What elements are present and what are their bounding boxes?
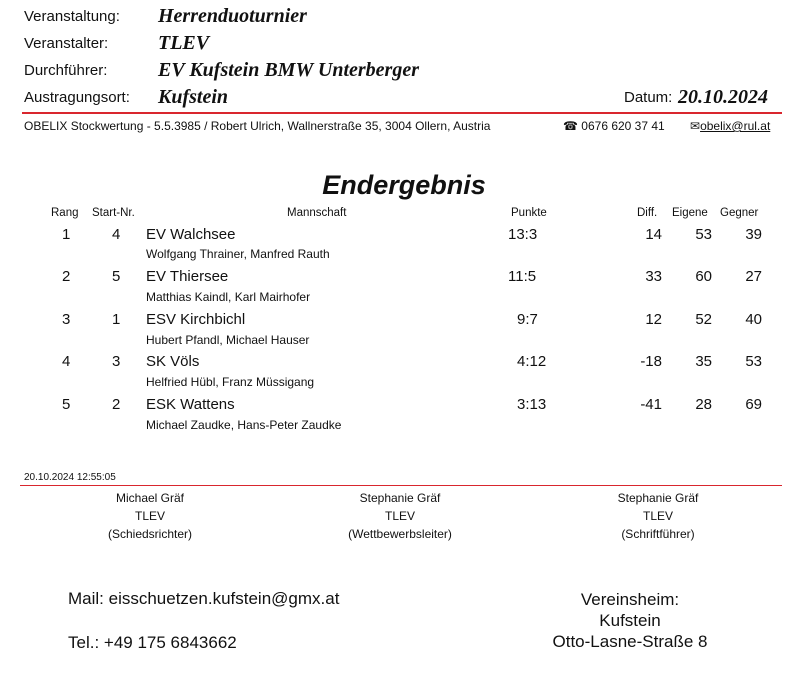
footer-divider xyxy=(20,485,782,486)
footer-mail: Mail: eisschuetzen.kufstein@gmx.at xyxy=(68,589,340,608)
signature-name: Michael Gräf xyxy=(115,491,185,505)
cell-diff: 12 xyxy=(645,311,662,328)
signature-org: TLEV xyxy=(384,509,415,523)
cell-punkte: 3:13 xyxy=(517,396,547,413)
cell-start: 1 xyxy=(112,311,121,328)
signature-competition-lead xyxy=(300,489,500,543)
col-header-start: Start-Nr. xyxy=(92,207,135,219)
col-header-team: Mannschaft xyxy=(287,207,347,219)
clubhouse-label: Vereinsheim: xyxy=(580,590,680,609)
cell-start: 5 xyxy=(112,268,121,285)
cell-gegner: 39 xyxy=(745,226,762,243)
software-info: OBELIX Stockwertung - 5.5.3985 / Robert Ulrich, Wallnerstraße 35, 3004 Ollern, Austria xyxy=(24,119,491,133)
clubhouse-city: Kufstein xyxy=(599,611,661,630)
cell-diff: -18 xyxy=(640,353,662,370)
cell-eigene: 35 xyxy=(695,353,712,370)
signature-name: Stephanie Gräf xyxy=(617,491,699,505)
cell-eigene: 60 xyxy=(695,268,712,285)
phone-icon: ☎ xyxy=(563,119,578,133)
organizer-value: TLEV xyxy=(158,32,210,54)
cell-diff: 33 xyxy=(645,268,662,285)
cell-start: 4 xyxy=(112,226,121,243)
cell-punkte: 11:5 xyxy=(508,268,537,285)
event-value: Herrenduoturnier xyxy=(158,5,307,27)
col-header-punkte: Punkte xyxy=(511,207,547,219)
col-header-eigene: Eigene xyxy=(672,207,708,219)
cell-rang: 5 xyxy=(62,396,71,413)
venue-value: Kufstein xyxy=(158,86,229,108)
cell-members: Wolfgang Thrainer, Manfred Rauth xyxy=(146,247,330,261)
venue-label: Austragungsort: xyxy=(24,89,130,106)
signature-secretary xyxy=(558,489,758,543)
signature-name: Stephanie Gräf xyxy=(359,491,441,505)
cell-gegner: 40 xyxy=(745,311,762,328)
signature-role: (Schriftführer) xyxy=(621,527,695,541)
cell-eigene: 28 xyxy=(695,396,712,413)
executor-value: EV Kufstein BMW Unterberger xyxy=(158,59,419,81)
signature-referee xyxy=(50,489,250,543)
cell-team: EV Thiersee xyxy=(146,268,229,285)
event-label: Veranstaltung: xyxy=(24,8,120,25)
email-link[interactable]: obelix@rul.at xyxy=(700,119,771,133)
cell-diff: -41 xyxy=(640,396,662,413)
cell-members: Hubert Pfandl, Michael Hauser xyxy=(146,333,310,347)
cell-gegner: 69 xyxy=(745,396,762,413)
cell-start: 3 xyxy=(112,353,121,370)
signature-role: (Schiedsrichter) xyxy=(107,527,193,541)
header-divider xyxy=(22,112,782,114)
col-header-rang: Rang xyxy=(51,207,79,219)
signature-org: TLEV xyxy=(642,509,673,523)
cell-start: 2 xyxy=(112,396,121,413)
footer-phone: Tel.: +49 175 6843662 xyxy=(68,633,237,652)
cell-gegner: 53 xyxy=(745,353,762,370)
organizer-label: Veranstalter: xyxy=(24,35,109,52)
mail-icon: ✉ xyxy=(690,119,701,133)
cell-eigene: 52 xyxy=(695,311,712,328)
date-value: 20.10.2024 xyxy=(678,86,768,108)
col-header-diff: Diff. xyxy=(637,207,658,219)
cell-team: ESK Wattens xyxy=(146,396,235,413)
cell-rang: 3 xyxy=(62,311,71,328)
date-label: Datum: xyxy=(624,89,673,106)
print-timestamp: 20.10.2024 12:55:05 xyxy=(24,472,116,483)
cell-team: SK Völs xyxy=(146,353,200,370)
email-contact xyxy=(690,119,770,133)
cell-eigene: 53 xyxy=(695,226,712,243)
cell-members: Michael Zaudke, Hans-Peter Zaudke xyxy=(146,418,342,432)
cell-punkte: 9:7 xyxy=(517,311,538,328)
cell-members: Matthias Kaindl, Karl Mairhofer xyxy=(146,290,311,304)
cell-punkte: 4:12 xyxy=(517,353,547,370)
footer-clubhouse xyxy=(530,589,730,652)
cell-rang: 2 xyxy=(62,268,71,285)
phone-contact xyxy=(563,119,665,133)
signature-role: (Wettbewerbsleiter) xyxy=(348,527,452,541)
cell-punkte: 13:3 xyxy=(508,226,538,243)
cell-team: EV Walchsee xyxy=(146,226,236,243)
cell-gegner: 27 xyxy=(745,268,762,285)
page-title: Endergebnis xyxy=(322,170,486,200)
cell-rang: 4 xyxy=(62,353,71,370)
executor-label: Durchführer: xyxy=(24,62,108,79)
phone-number: 0676 620 37 41 xyxy=(581,119,665,133)
cell-diff: 14 xyxy=(645,226,662,243)
col-header-gegner: Gegner xyxy=(720,207,759,219)
cell-members: Helfried Hübl, Franz Müssigang xyxy=(146,375,315,389)
signature-org: TLEV xyxy=(134,509,165,523)
clubhouse-street: Otto-Lasne-Straße 8 xyxy=(552,632,708,651)
cell-rang: 1 xyxy=(62,226,71,243)
cell-team: ESV Kirchbichl xyxy=(146,311,246,328)
